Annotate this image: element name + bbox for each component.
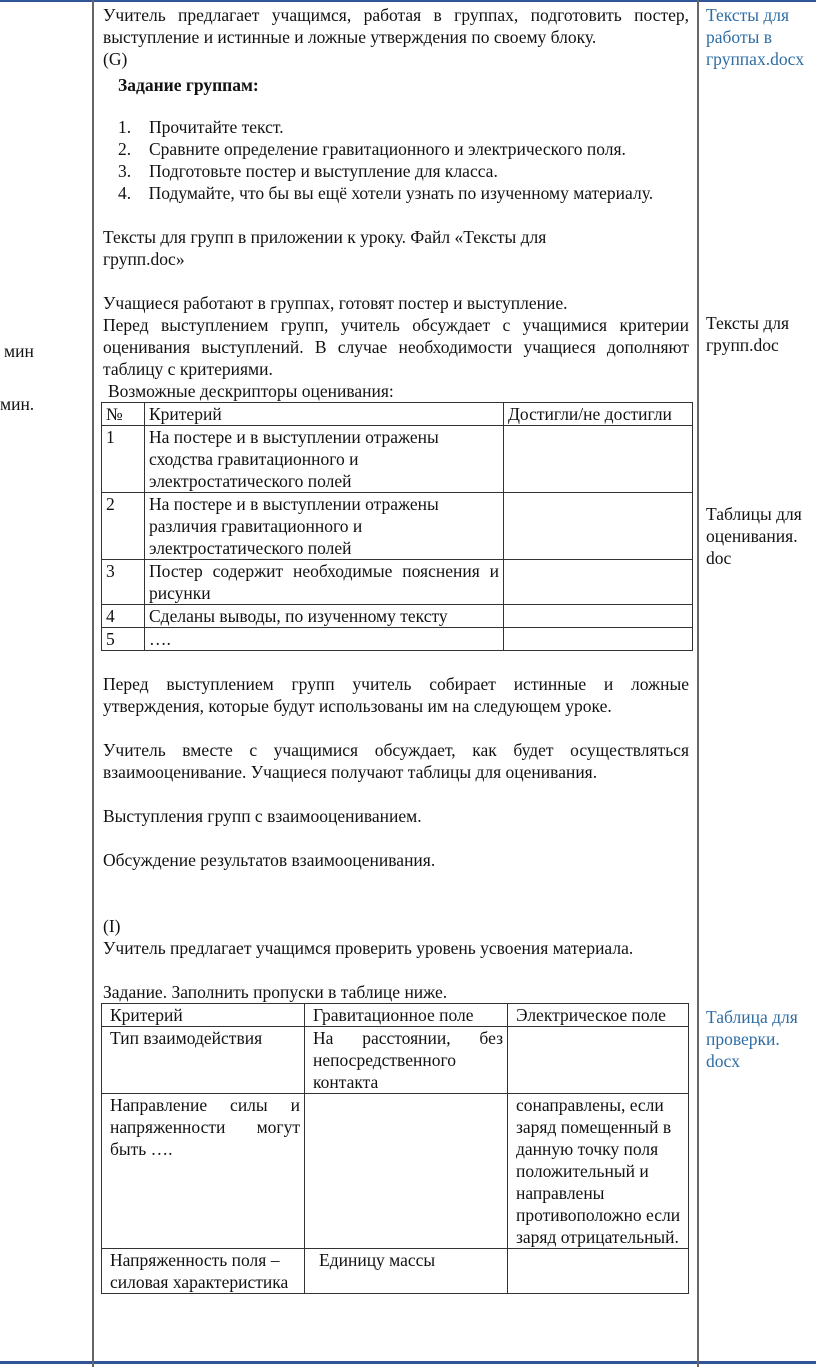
table-row xyxy=(102,1027,689,1094)
cell-criterion: На постере и в выступлении отражены сходства гравитационного и электростатического полей xyxy=(145,426,504,493)
cell-criterion: На постере и в выступлении отражены различия гравитационного и электростатического полей xyxy=(145,493,504,560)
column-header: Критерий xyxy=(145,403,504,426)
resource-group-texts-doc: Тексты для групп.doc xyxy=(706,313,790,355)
task-title: Задание группам: xyxy=(118,75,259,95)
column-header: Критерий xyxy=(102,1004,305,1027)
marker-g: (G) xyxy=(103,49,128,69)
time-column xyxy=(0,0,92,1367)
check-line: Учитель предлагает учащимся проверить уровень усвоения материала. xyxy=(103,938,634,958)
table-row xyxy=(102,1094,689,1249)
resource-link-group-texts[interactable]: Тексты для работы в группах.docx xyxy=(706,5,805,69)
peer-assessment-paragraph: Учитель вместе с учащимися обсуждает, как будет осуществляться взаимооценивание. Учащиеся получают таблицы для оценивания. xyxy=(103,740,689,782)
texts-note: Тексты для групп в приложении к уроку. Файл «Тексты для групп.doc» xyxy=(103,227,547,269)
discussion-paragraph: Обсуждение результатов взаимооценивания. xyxy=(103,850,436,870)
table-row xyxy=(102,628,693,651)
cell-criterion: Постер содержит необходимые пояснения и рисунки xyxy=(145,560,504,605)
frame-top-line xyxy=(0,0,816,2)
table-row xyxy=(102,493,693,560)
resource-assessment-tables: Таблицы для оценивания. doc xyxy=(706,504,802,568)
cell-electric xyxy=(508,1027,689,1094)
column-header: Электрическое поле xyxy=(508,1004,689,1027)
cell-num: 4 xyxy=(102,605,145,628)
table-row xyxy=(102,560,693,605)
table-row xyxy=(102,1249,689,1294)
cell-criterion: Направление силы и напряженности могут быть …. xyxy=(102,1094,305,1249)
intro-paragraph: Учитель предлагает учащимся, работая в группах, подготовить постер, выступление и истинные и ложные утверждения по своему блоку. xyxy=(103,5,689,47)
work-line: Учащиеся работают в группах, готовят постер и выступление. xyxy=(103,293,568,313)
column-header: Достигли/не достигли xyxy=(504,403,693,426)
list-item: 2. Сравните определение гравитационного и электрического поля. xyxy=(118,139,626,159)
cell-criterion: Сделаны выводы, по изученному тексту xyxy=(145,605,504,628)
column-divider-left xyxy=(92,0,94,1367)
task-list xyxy=(103,116,689,204)
cell-mark xyxy=(504,560,693,605)
cell-mark xyxy=(504,493,693,560)
fill-in-table xyxy=(101,1003,689,1294)
performances-paragraph: Выступления групп с взаимооцениванием. xyxy=(103,806,422,826)
cell-num: 2 xyxy=(102,493,145,560)
column-header: № xyxy=(102,403,145,426)
statements-paragraph: Перед выступлением групп учитель собирает истинные и ложные утверждения, которые будут использованы им на следующем уроке. xyxy=(103,674,689,716)
cell-electric: сонаправлены, если заряд помещенный в данную точку поля положительный и направлены противоположно если заряд отрицательный. xyxy=(508,1094,689,1249)
list-item: 3. Подготовьте постер и выступление для класса. xyxy=(118,161,498,181)
cell-electric xyxy=(508,1249,689,1294)
cell-gravitational: На расстоянии, без непосредственного контакта xyxy=(305,1027,508,1094)
criteria-paragraph: Перед выступлением групп, учитель обсуждает с учащимися критерии оценивания выступлений. В случае необходимости учащиеся дополняют таблицу с критериями. xyxy=(103,315,689,379)
table-row xyxy=(102,605,693,628)
cell-gravitational: Единицу массы xyxy=(305,1249,508,1294)
table-header-row xyxy=(102,1004,689,1027)
cell-mark xyxy=(504,426,693,493)
criteria-table xyxy=(101,402,693,651)
cell-mark xyxy=(504,605,693,628)
frame-bottom-line xyxy=(0,1361,816,1364)
marker-i: (I) xyxy=(103,916,121,936)
cell-gravitational xyxy=(305,1094,508,1249)
cell-criterion: Тип взаимодействия xyxy=(102,1027,305,1094)
list-item: 4. Подумайте, что бы вы ещё хотели узнать по изученному материалу. xyxy=(118,183,654,203)
time-label: мин xyxy=(4,341,34,361)
cell-criterion: …. xyxy=(145,628,504,651)
cell-mark xyxy=(504,628,693,651)
list-item: 1. Прочитайте текст. xyxy=(118,117,284,137)
column-header: Гравитационное поле xyxy=(305,1004,508,1027)
cell-num: 3 xyxy=(102,560,145,605)
descriptors-label: Возможные дескрипторы оценивания: xyxy=(108,381,394,401)
table-row xyxy=(102,426,693,493)
time-label: мин. xyxy=(0,394,35,414)
cell-criterion: Напряженность поля – силовая характеристика xyxy=(102,1249,305,1294)
column-divider-right xyxy=(697,0,699,1367)
table-header-row xyxy=(102,403,693,426)
fill-task: Задание. Заполнить пропуски в таблице ниже. xyxy=(103,982,448,1002)
cell-num: 5 xyxy=(102,628,145,651)
cell-num: 1 xyxy=(102,426,145,493)
lesson-content xyxy=(103,4,689,1294)
resource-link-check-table[interactable]: Таблица для проверки. docx xyxy=(706,1007,798,1071)
